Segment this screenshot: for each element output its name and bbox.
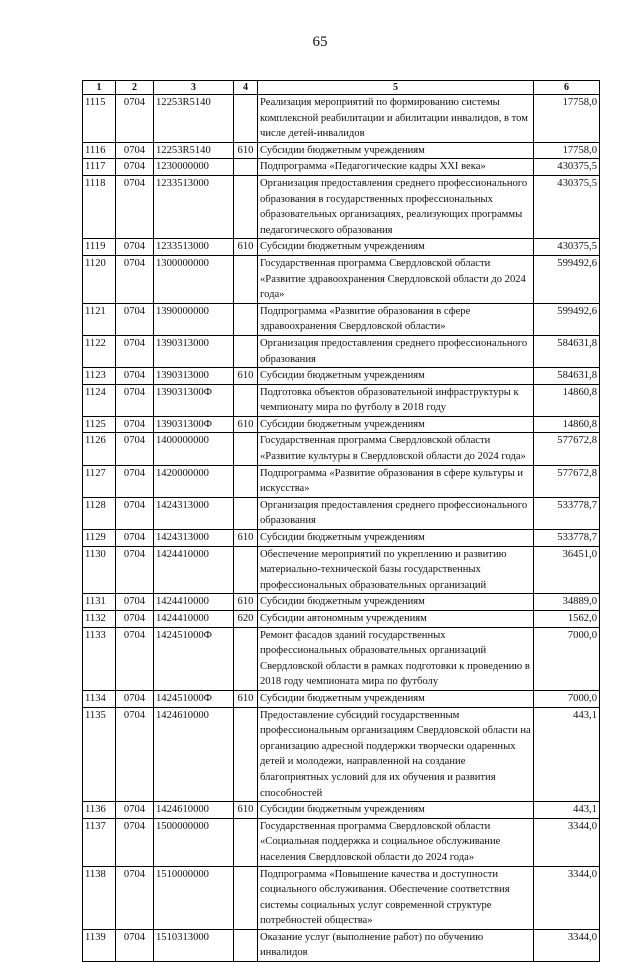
row-target-article: 139031300Ф xyxy=(154,416,234,433)
row-number: 1132 xyxy=(83,611,116,628)
row-section: 0704 xyxy=(116,95,154,143)
row-name: Подпрограмма «Развитие образования в сфере культуры и искусства» xyxy=(258,465,534,497)
row-amount: 599492,6 xyxy=(534,255,600,303)
row-name: Субсидии бюджетным учреждениям xyxy=(258,530,534,547)
row-number: 1128 xyxy=(83,497,116,529)
row-number: 1126 xyxy=(83,433,116,465)
row-section: 0704 xyxy=(116,818,154,866)
row-number: 1135 xyxy=(83,707,116,802)
row-section: 0704 xyxy=(116,416,154,433)
row-number: 1120 xyxy=(83,255,116,303)
row-amount: 14860,8 xyxy=(534,384,600,416)
row-target-article: 1424313000 xyxy=(154,497,234,529)
row-name: Государственная программа Свердловской области «Развитие культуры в Свердловской области до 2024 года» xyxy=(258,433,534,465)
row-name: Организация предоставления среднего профессионального образования xyxy=(258,335,534,367)
row-name: Субсидии бюджетным учреждениям xyxy=(258,690,534,707)
row-target-article: 142451000Ф xyxy=(154,690,234,707)
header-col-6: 6 xyxy=(534,81,600,95)
row-number: 1131 xyxy=(83,594,116,611)
row-name: Субсидии бюджетным учреждениям xyxy=(258,802,534,819)
row-section: 0704 xyxy=(116,497,154,529)
row-target-article: 12253R5140 xyxy=(154,142,234,159)
header-col-3: 3 xyxy=(154,81,234,95)
row-amount: 577672,8 xyxy=(534,465,600,497)
row-amount: 443,1 xyxy=(534,707,600,802)
table-row xyxy=(83,239,600,256)
row-target-article: 1424410000 xyxy=(154,594,234,611)
row-expense-type xyxy=(234,303,258,335)
row-name: Предоставление субсидий государственным профессиональным организациям Свердловской области на организацию адресной поддержки творчески одаренных детей и молодежи, направленной на создание благоприятных условий для их обучения и развития способностей xyxy=(258,707,534,802)
row-target-article: 1233513000 xyxy=(154,175,234,238)
row-section: 0704 xyxy=(116,335,154,367)
table-row xyxy=(83,497,600,529)
table-row xyxy=(83,546,600,594)
row-amount: 36451,0 xyxy=(534,546,600,594)
row-amount: 584631,8 xyxy=(534,368,600,385)
row-number: 1117 xyxy=(83,159,116,176)
row-section: 0704 xyxy=(116,142,154,159)
row-expense-type xyxy=(234,627,258,690)
row-expense-type xyxy=(234,707,258,802)
row-amount: 533778,7 xyxy=(534,497,600,529)
row-name: Субсидии бюджетным учреждениям xyxy=(258,239,534,256)
row-name: Государственная программа Свердловской области «Социальная поддержка и социальное обслуживание населения Свердловской области до 2024 года» xyxy=(258,818,534,866)
table-row xyxy=(83,929,600,961)
row-name: Обеспечение мероприятий по укреплению и развитию материально-технической базы государственных профессиональных образовательных организаций xyxy=(258,546,534,594)
row-section: 0704 xyxy=(116,175,154,238)
row-amount: 17758,0 xyxy=(534,95,600,143)
row-number: 1121 xyxy=(83,303,116,335)
row-amount: 430375,5 xyxy=(534,239,600,256)
row-section: 0704 xyxy=(116,239,154,256)
row-number: 1119 xyxy=(83,239,116,256)
row-expense-type: 610 xyxy=(234,594,258,611)
row-name: Субсидии автономным учреждениям xyxy=(258,611,534,628)
row-amount: 3344,0 xyxy=(534,929,600,961)
row-expense-type: 610 xyxy=(234,416,258,433)
row-expense-type xyxy=(234,497,258,529)
row-target-article: 1233513000 xyxy=(154,239,234,256)
row-section: 0704 xyxy=(116,159,154,176)
row-target-article: 1500000000 xyxy=(154,818,234,866)
row-expense-type: 610 xyxy=(234,690,258,707)
row-number: 1115 xyxy=(83,95,116,143)
row-number: 1137 xyxy=(83,818,116,866)
row-section: 0704 xyxy=(116,465,154,497)
table-row xyxy=(83,368,600,385)
row-target-article: 1510313000 xyxy=(154,929,234,961)
row-name: Субсидии бюджетным учреждениям xyxy=(258,594,534,611)
row-amount: 430375,5 xyxy=(534,175,600,238)
table-row xyxy=(83,611,600,628)
row-amount: 17758,0 xyxy=(534,142,600,159)
row-number: 1122 xyxy=(83,335,116,367)
table-row xyxy=(83,303,600,335)
table-header-row xyxy=(83,81,600,95)
row-section: 0704 xyxy=(116,707,154,802)
row-name: Подпрограмма «Педагогические кадры XXI века» xyxy=(258,159,534,176)
row-name: Субсидии бюджетным учреждениям xyxy=(258,416,534,433)
row-name: Организация предоставления среднего профессионального образования xyxy=(258,497,534,529)
row-expense-type xyxy=(234,175,258,238)
row-expense-type xyxy=(234,335,258,367)
header-col-1: 1 xyxy=(83,81,116,95)
row-section: 0704 xyxy=(116,255,154,303)
row-name: Оказание услуг (выполнение работ) по обучению инвалидов xyxy=(258,929,534,961)
row-number: 1136 xyxy=(83,802,116,819)
row-target-article: 12253R5140 xyxy=(154,95,234,143)
table-row xyxy=(83,416,600,433)
row-amount: 7000,0 xyxy=(534,627,600,690)
row-amount: 533778,7 xyxy=(534,530,600,547)
table-row xyxy=(83,818,600,866)
row-name: Государственная программа Свердловской области «Развитие здравоохранения Свердловской области до 2024 года» xyxy=(258,255,534,303)
table-row xyxy=(83,690,600,707)
row-expense-type: 610 xyxy=(234,802,258,819)
table-row xyxy=(83,802,600,819)
row-name: Подпрограмма «Повышение качества и доступности социального обслуживания. Обеспечение соответствия системы социальных услуг современной структуре потребностей общества» xyxy=(258,866,534,929)
row-name: Субсидии бюджетным учреждениям xyxy=(258,142,534,159)
row-section: 0704 xyxy=(116,530,154,547)
row-target-article: 1424410000 xyxy=(154,611,234,628)
row-amount: 577672,8 xyxy=(534,433,600,465)
row-target-article: 1424610000 xyxy=(154,802,234,819)
row-name: Организация предоставления среднего профессионального образования в государственных профессиональных образовательных организациях, реализующих программы педагогического образования xyxy=(258,175,534,238)
row-number: 1138 xyxy=(83,866,116,929)
table-row xyxy=(83,433,600,465)
row-target-article: 1230000000 xyxy=(154,159,234,176)
row-number: 1118 xyxy=(83,175,116,238)
row-amount: 584631,8 xyxy=(534,335,600,367)
row-amount: 7000,0 xyxy=(534,690,600,707)
table-row xyxy=(83,255,600,303)
row-amount: 1562,0 xyxy=(534,611,600,628)
budget-table xyxy=(82,80,600,962)
row-section: 0704 xyxy=(116,546,154,594)
row-section: 0704 xyxy=(116,433,154,465)
row-target-article: 139031300Ф xyxy=(154,384,234,416)
row-number: 1123 xyxy=(83,368,116,385)
row-number: 1125 xyxy=(83,416,116,433)
row-target-article: 1390000000 xyxy=(154,303,234,335)
table-row xyxy=(83,159,600,176)
row-name: Субсидии бюджетным учреждениям xyxy=(258,368,534,385)
table-row xyxy=(83,707,600,802)
row-target-article: 1390313000 xyxy=(154,368,234,385)
row-number: 1127 xyxy=(83,465,116,497)
row-name: Ремонт фасадов зданий государственных профессиональных образовательных организаций Свердловской области в рамках подготовки к проведению в 2018 году чемпионата мира по футболу xyxy=(258,627,534,690)
table-row xyxy=(83,175,600,238)
row-number: 1139 xyxy=(83,929,116,961)
table-row xyxy=(83,384,600,416)
row-number: 1124 xyxy=(83,384,116,416)
row-number: 1116 xyxy=(83,142,116,159)
row-amount: 3344,0 xyxy=(534,866,600,929)
row-target-article: 1424313000 xyxy=(154,530,234,547)
row-expense-type xyxy=(234,95,258,143)
row-target-article: 1424610000 xyxy=(154,707,234,802)
row-expense-type xyxy=(234,384,258,416)
row-expense-type: 610 xyxy=(234,142,258,159)
row-expense-type xyxy=(234,929,258,961)
row-expense-type xyxy=(234,255,258,303)
row-number: 1134 xyxy=(83,690,116,707)
row-expense-type xyxy=(234,546,258,594)
row-target-article: 1420000000 xyxy=(154,465,234,497)
row-number: 1133 xyxy=(83,627,116,690)
row-expense-type xyxy=(234,866,258,929)
row-section: 0704 xyxy=(116,384,154,416)
header-col-4: 4 xyxy=(234,81,258,95)
row-target-article: 1510000000 xyxy=(154,866,234,929)
table-row xyxy=(83,335,600,367)
table-row xyxy=(83,142,600,159)
row-expense-type xyxy=(234,159,258,176)
row-section: 0704 xyxy=(116,802,154,819)
row-amount: 430375,5 xyxy=(534,159,600,176)
row-amount: 34889,0 xyxy=(534,594,600,611)
row-section: 0704 xyxy=(116,690,154,707)
row-section: 0704 xyxy=(116,627,154,690)
row-name: Подпрограмма «Развитие образования в сфере здравоохранения Свердловской области» xyxy=(258,303,534,335)
row-section: 0704 xyxy=(116,611,154,628)
row-name: Подготовка объектов образовательной инфраструктуры к чемпионату мира по футболу в 2018 году xyxy=(258,384,534,416)
row-amount: 599492,6 xyxy=(534,303,600,335)
row-section: 0704 xyxy=(116,594,154,611)
row-expense-type xyxy=(234,818,258,866)
row-section: 0704 xyxy=(116,929,154,961)
table-row xyxy=(83,95,600,143)
row-name: Реализация мероприятий по формированию системы комплексной реабилитации и абилитации инвалидов, в том числе детей-инвалидов xyxy=(258,95,534,143)
table-body xyxy=(83,95,600,962)
table-row xyxy=(83,866,600,929)
header-col-2: 2 xyxy=(116,81,154,95)
row-section: 0704 xyxy=(116,866,154,929)
row-expense-type xyxy=(234,465,258,497)
row-section: 0704 xyxy=(116,368,154,385)
table-row xyxy=(83,530,600,547)
row-target-article: 1390313000 xyxy=(154,335,234,367)
row-expense-type xyxy=(234,433,258,465)
row-expense-type: 610 xyxy=(234,239,258,256)
row-section: 0704 xyxy=(116,303,154,335)
row-target-article: 1400000000 xyxy=(154,433,234,465)
row-target-article: 1424410000 xyxy=(154,546,234,594)
row-amount: 3344,0 xyxy=(534,818,600,866)
row-expense-type: 610 xyxy=(234,530,258,547)
row-expense-type: 620 xyxy=(234,611,258,628)
row-number: 1129 xyxy=(83,530,116,547)
table-row xyxy=(83,627,600,690)
table-row xyxy=(83,594,600,611)
row-amount: 14860,8 xyxy=(534,416,600,433)
row-target-article: 1300000000 xyxy=(154,255,234,303)
row-number: 1130 xyxy=(83,546,116,594)
page-number: 65 xyxy=(312,34,328,50)
row-expense-type: 610 xyxy=(234,368,258,385)
row-amount: 443,1 xyxy=(534,802,600,819)
header-col-5: 5 xyxy=(258,81,534,95)
row-target-article: 142451000Ф xyxy=(154,627,234,690)
table-row xyxy=(83,465,600,497)
